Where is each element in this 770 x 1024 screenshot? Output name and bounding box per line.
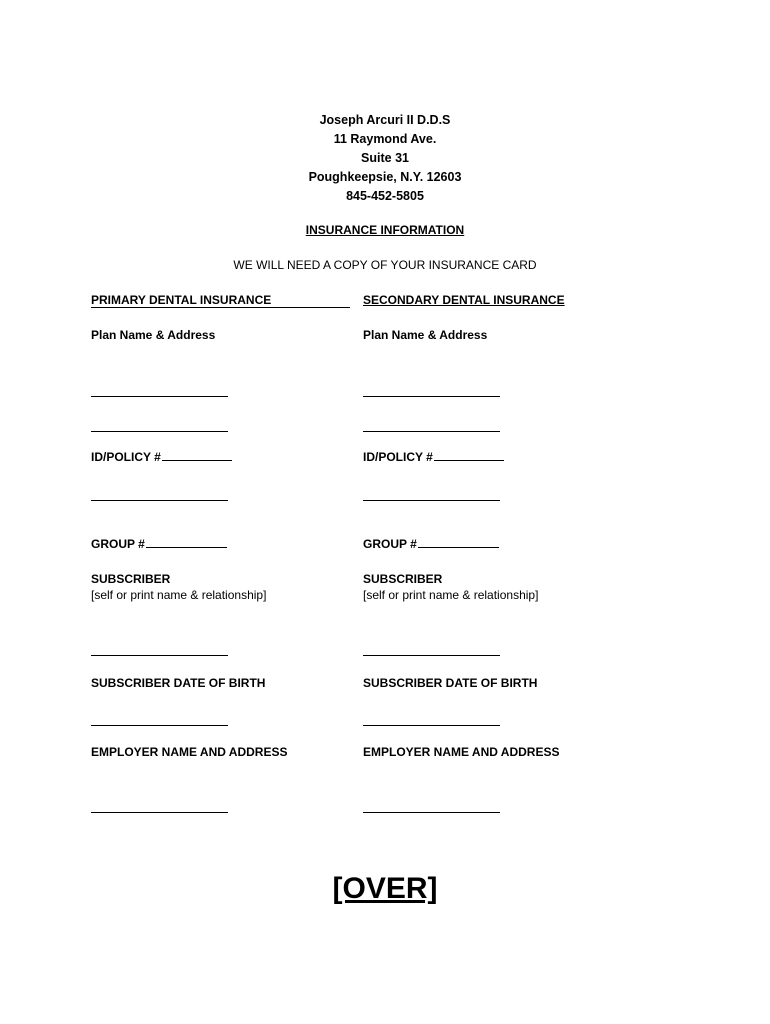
practice-street: 11 Raymond Ave. (333, 132, 437, 146)
primary-dob-label: SUBSCRIBER DATE OF BIRTH (91, 676, 266, 690)
primary-plan-line-2[interactable] (91, 431, 228, 432)
form-title-text: INSURANCE INFORMATION (305, 223, 465, 237)
secondary-id-line[interactable] (434, 459, 504, 461)
secondary-heading-wrap (363, 293, 565, 307)
practice-phone: 845-452-5805 (346, 189, 424, 203)
primary-subscriber-label: SUBSCRIBER (91, 572, 171, 586)
form-title (0, 223, 770, 237)
secondary-dob-line[interactable] (363, 725, 500, 726)
secondary-dob-label: SUBSCRIBER DATE OF BIRTH (363, 676, 538, 690)
secondary-subscriber-label: SUBSCRIBER (363, 572, 443, 586)
over-footer (0, 872, 770, 906)
primary-subscriber-line[interactable] (91, 655, 228, 656)
secondary-group-field[interactable] (363, 537, 499, 551)
secondary-plan-line-2[interactable] (363, 431, 500, 432)
insurance-card-notice: WE WILL NEED A COPY OF YOUR INSURANCE CARD (233, 258, 537, 272)
primary-subscriber-hint: [self or print name & relationship] (91, 588, 267, 602)
primary-employer-line[interactable] (91, 812, 228, 813)
primary-group-label: GROUP # (91, 537, 145, 551)
primary-heading: PRIMARY DENTAL INSURANCE (91, 293, 350, 308)
practice-city: Poughkeepsie, N.Y. 12603 (308, 170, 462, 184)
primary-dob-line[interactable] (91, 725, 228, 726)
primary-id-line-2[interactable] (91, 500, 228, 501)
practice-name: Joseph Arcuri II D.D.S (319, 113, 451, 127)
primary-plan-label: Plan Name & Address (91, 328, 216, 342)
secondary-heading: SECONDARY DENTAL INSURANCE (363, 293, 565, 307)
practice-suite: Suite 31 (361, 151, 409, 165)
primary-group-field[interactable] (91, 537, 227, 551)
secondary-id-line-2[interactable] (363, 500, 500, 501)
secondary-group-label: GROUP # (363, 537, 417, 551)
primary-id-field[interactable] (91, 450, 232, 464)
secondary-plan-line-1[interactable] (363, 396, 500, 397)
secondary-id-field[interactable] (363, 450, 504, 464)
secondary-employer-line[interactable] (363, 812, 500, 813)
primary-group-line[interactable] (146, 546, 227, 548)
primary-id-line[interactable] (162, 459, 232, 461)
primary-employer-label: EMPLOYER NAME AND ADDRESS (91, 745, 288, 759)
secondary-group-line[interactable] (418, 546, 499, 548)
secondary-subscriber-hint: [self or print name & relationship] (363, 588, 539, 602)
secondary-plan-label: Plan Name & Address (363, 328, 488, 342)
primary-id-label: ID/POLICY # (91, 450, 161, 464)
secondary-employer-label: EMPLOYER NAME AND ADDRESS (363, 745, 560, 759)
secondary-subscriber-line[interactable] (363, 655, 500, 656)
secondary-id-label: ID/POLICY # (363, 450, 433, 464)
primary-heading-wrap (91, 293, 350, 308)
primary-plan-line-1[interactable] (91, 396, 228, 397)
over-text: [OVER] (332, 872, 438, 905)
practice-header (0, 111, 770, 206)
